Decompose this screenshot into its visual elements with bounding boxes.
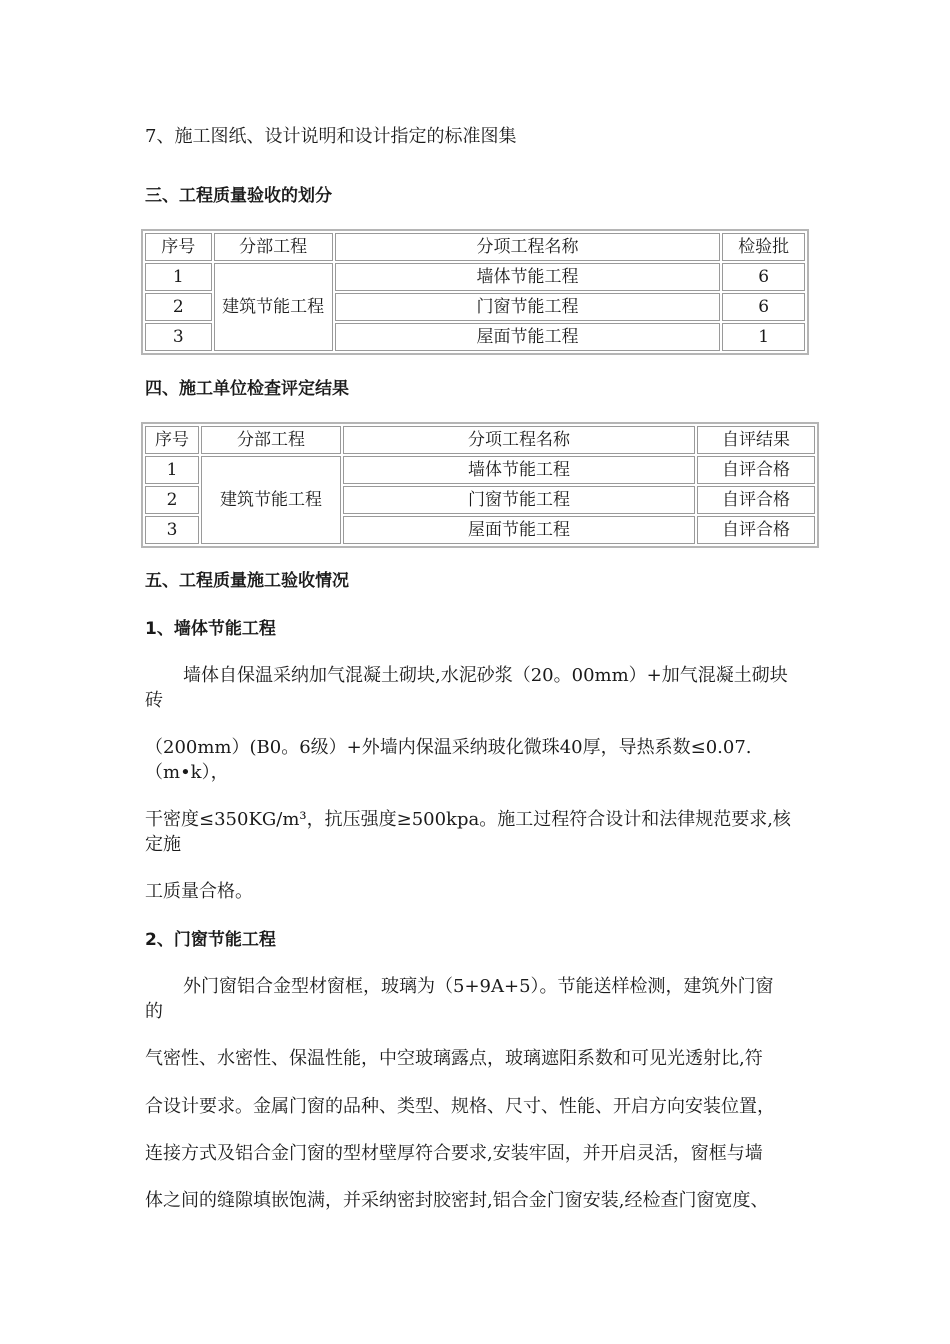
- subitem-name: 屋面节能工程: [343, 516, 695, 544]
- row-number: 3: [145, 323, 212, 351]
- self-assessment-table: [141, 422, 819, 548]
- row-number: 1: [145, 456, 199, 484]
- paragraph-line: 合设计要求。金属门窗的品种、类型、规格、尺寸、性能、开启方向安装位置，: [145, 1096, 775, 1117]
- col-header-subitem: 分项工程名称: [335, 233, 721, 261]
- batch-count: 6: [722, 293, 805, 321]
- col-header-result: 自评结果: [697, 426, 815, 454]
- table-header-row: [145, 233, 805, 261]
- subitem-name: 墙体节能工程: [343, 456, 695, 484]
- division-name-cell: 建筑节能工程: [201, 456, 341, 544]
- subheading-wall-energy: 1、墙体节能工程: [145, 619, 276, 639]
- division-name-cell: 建筑节能工程: [214, 263, 333, 351]
- subitem-name: 屋面节能工程: [335, 323, 721, 351]
- paragraph-line: 墙体自保温采纳加气混凝土砌块,水泥砂浆（20。00mm）+加气混凝土砌块: [183, 665, 788, 686]
- paragraph-line: 砖: [145, 690, 163, 711]
- col-header-no: 序号: [145, 426, 199, 454]
- self-assessment-result: 自评合格: [697, 486, 815, 514]
- paragraph-line: 干密度≤350KG/m³，抗压强度≥500kpa。施工过程符合设计和法律规范要求,核: [145, 809, 791, 830]
- row-number: 2: [145, 293, 212, 321]
- subheading-door-window-energy: 2、门窗节能工程: [145, 930, 276, 950]
- col-header-no: 序号: [145, 233, 212, 261]
- col-header-batches: 检验批: [722, 233, 805, 261]
- self-assessment-result: 自评合格: [697, 456, 815, 484]
- paragraph-line: （200mm）(B0。6级）+外墙内保温采纳玻化微珠40厚，导热系数≤0.07.: [145, 737, 752, 758]
- row-number: 3: [145, 516, 199, 544]
- paragraph-line: 定施: [145, 834, 181, 855]
- paragraph-line: 工质量合格。: [145, 881, 253, 902]
- section-heading-4: 四、施工单位检查评定结果: [145, 379, 349, 399]
- col-header-division: 分部工程: [201, 426, 341, 454]
- subitem-name: 墙体节能工程: [335, 263, 721, 291]
- paragraph-line: （m•k），: [145, 762, 229, 783]
- paragraph-line: 气密性、水密性、保温性能，中空玻璃露点，玻璃遮阳系数和可见光透射比,符: [145, 1048, 763, 1069]
- row-number: 1: [145, 263, 212, 291]
- paragraph-line: 连接方式及铝合金门窗的型材壁厚符合要求,安装牢固，并开启灵活，窗框与墙: [145, 1143, 763, 1164]
- col-header-subitem: 分项工程名称: [343, 426, 695, 454]
- table-row: [145, 456, 815, 484]
- paragraph-line: 外门窗铝合金型材窗框，玻璃为（5+9A+5）。节能送样检测，建筑外门窗: [183, 976, 774, 997]
- col-header-division: 分部工程: [214, 233, 333, 261]
- batch-count: 6: [722, 263, 805, 291]
- self-assessment-result: 自评合格: [697, 516, 815, 544]
- table-row: [145, 263, 805, 291]
- section-heading-5: 五、工程质量施工验收情况: [145, 571, 349, 591]
- paragraph-line: 的: [145, 1001, 163, 1022]
- table-header-row: [145, 426, 815, 454]
- section-heading-3: 三、工程质量验收的划分: [145, 186, 332, 206]
- list-item-7: 7、施工图纸、设计说明和设计指定的标准图集: [145, 126, 517, 147]
- row-number: 2: [145, 486, 199, 514]
- paragraph-line: 体之间的缝隙填嵌饱满，并采纳密封胶密封,铝合金门窗安装,经检查门窗宽度、: [145, 1190, 769, 1211]
- batch-count: 1: [722, 323, 805, 351]
- subitem-name: 门窗节能工程: [343, 486, 695, 514]
- subitem-name: 门窗节能工程: [335, 293, 721, 321]
- inspection-division-table: [141, 229, 809, 355]
